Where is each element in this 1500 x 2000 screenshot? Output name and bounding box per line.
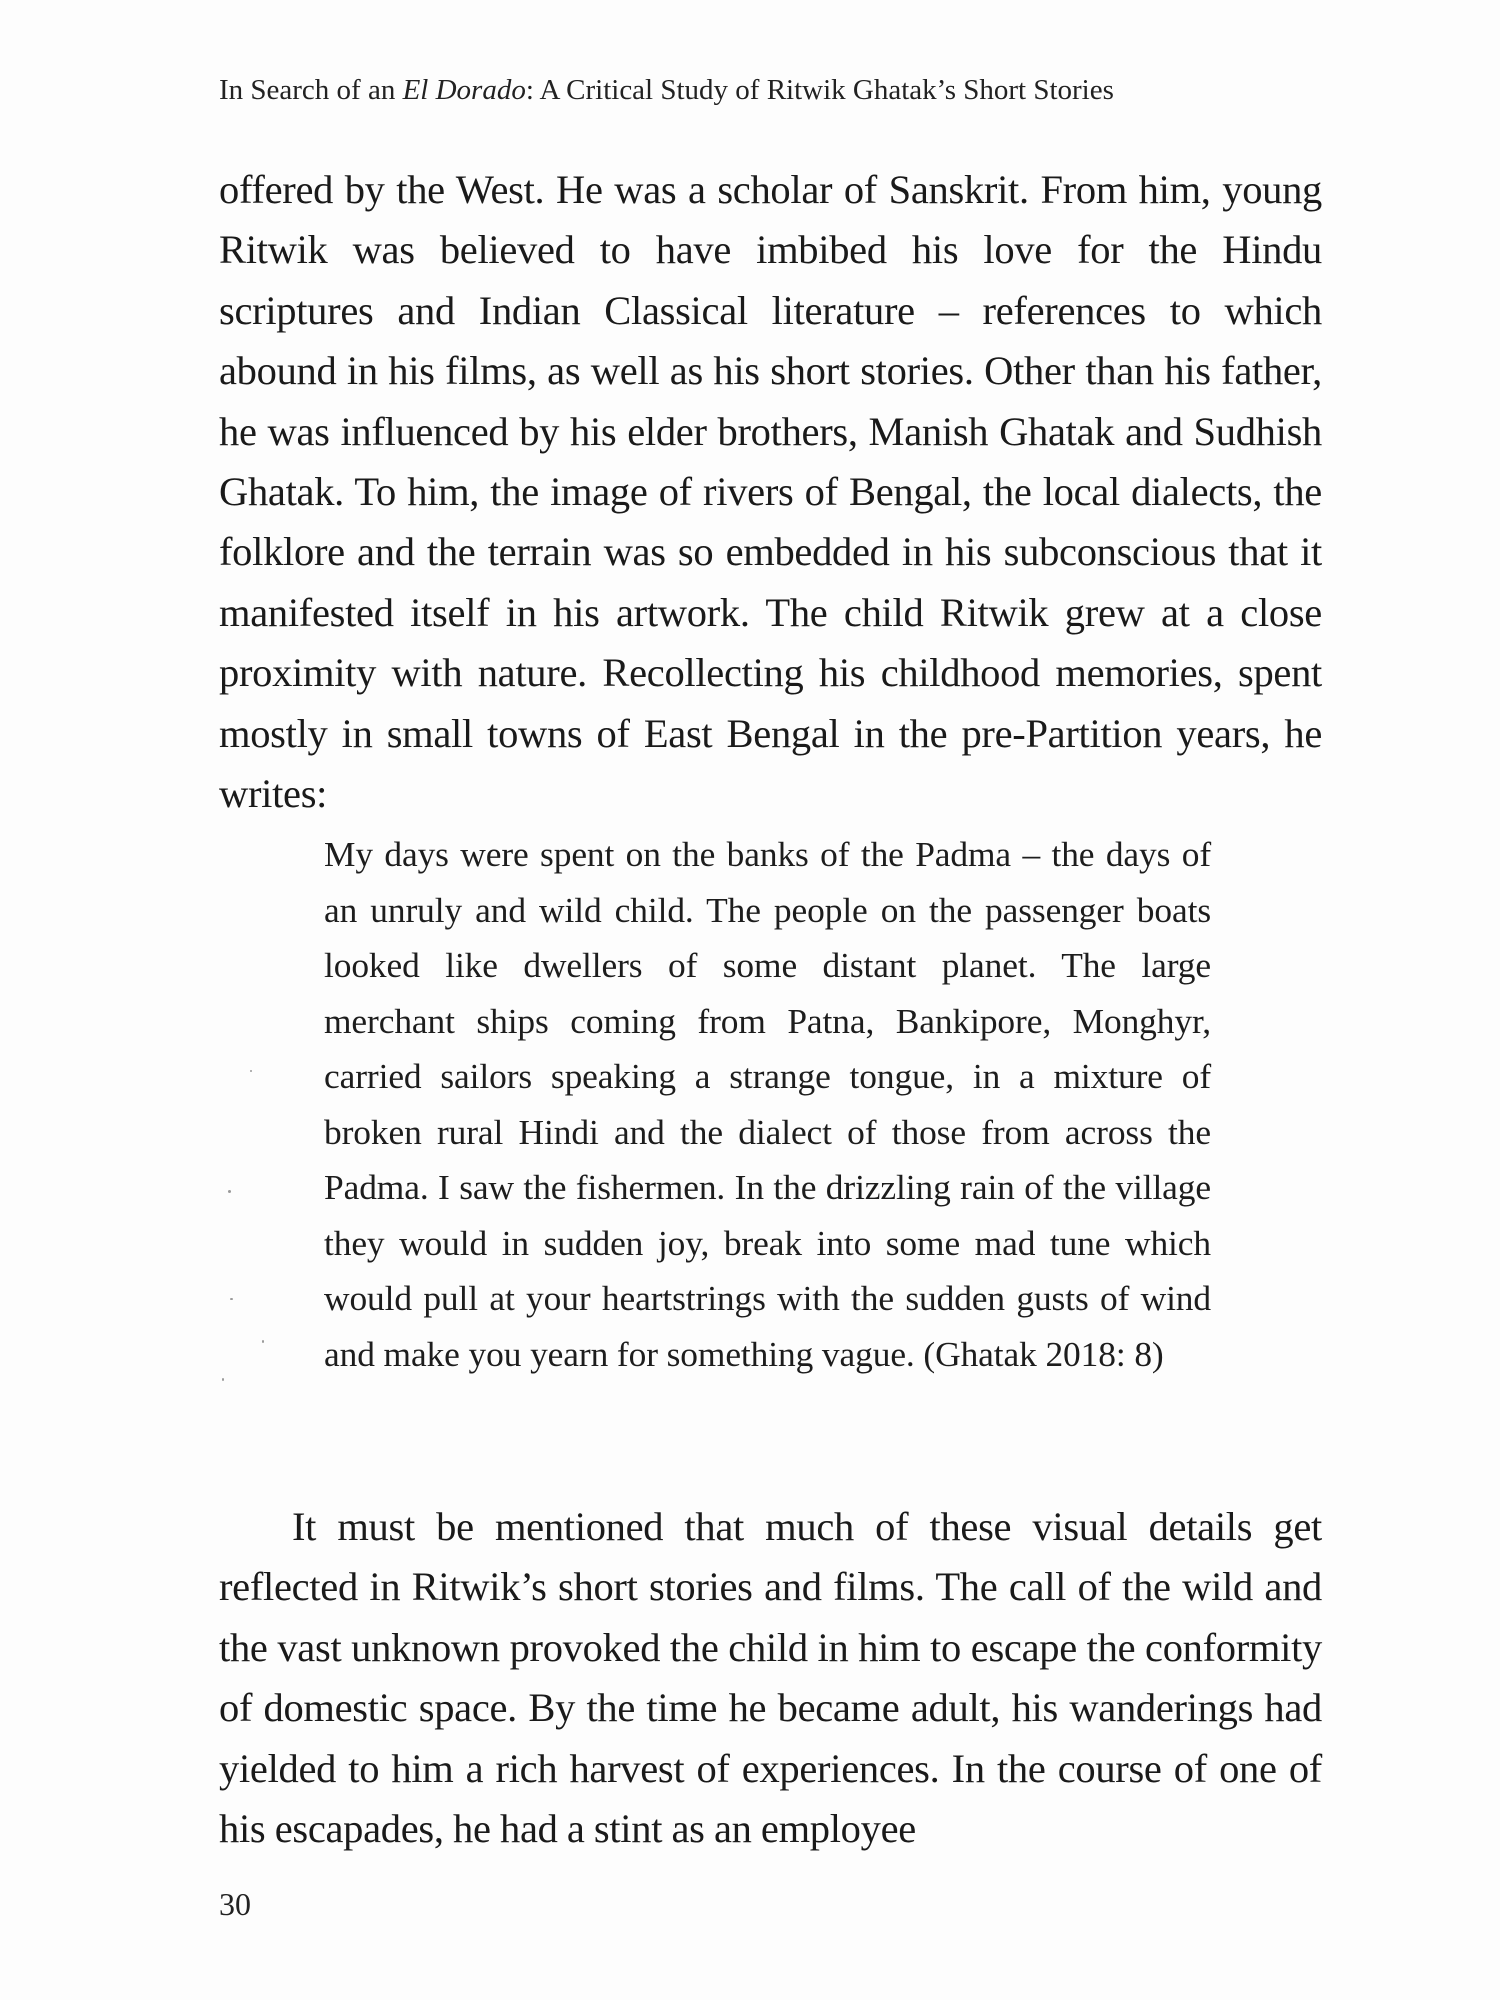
body-paragraph-1: offered by the West. He was a scholar of Sanskrit. From him, young Ritwik was believed to have imbibed his love for the Hindu scriptures and Indian Classical literature – references to which abound in his films, as well as his short stories. Other than his father, he was influenced by his elder brothers, Manish Ghatak and Sudhish Ghatak. To him, the image of rivers of Bengal, the local dialects, the folklore and the terrain was so embedded in his subconscious that it manifested itself in his artwork. The child Ritwik grew at a close proximity with nature. Recollecting his childhood memories, spent mostly in small towns of East Bengal in the pre-Partition years, he writes: bbox=[219, 167, 1322, 817]
scan-speck bbox=[262, 1340, 264, 1343]
scan-speck bbox=[228, 1190, 231, 1193]
page-number: 30 bbox=[219, 1886, 251, 1922]
scan-speck bbox=[230, 1298, 233, 1300]
body-paragraph-2: It must be mentioned that much of these visual details get reflected in Ritwik’s short stories and films. The call of the wild and the vast unknown provoked the child in him to escape the conformity of domestic space. By the time he became adult, his wanderings had yielded to him a rich harvest of experiences. In the course of one of his escapades, he had a stint as an employee bbox=[219, 1504, 1322, 1852]
running-head-suffix: : A Critical Study of Ritwik Ghatak’s Short Stories bbox=[525, 74, 1114, 106]
running-head-italic-title: El Dorado bbox=[402, 74, 526, 106]
running-head bbox=[219, 70, 1319, 110]
running-head-prefix: In Search of an bbox=[219, 74, 403, 106]
scan-speck bbox=[250, 1070, 252, 1072]
block-quote: My days were spent on the banks of the Padma – the days of an unruly and wild child. The people on the passenger boats looked like dwellers of some distant planet. The large merchant ships coming from Patna, Bankipore, Monghyr, carried sailors speaking a strange tongue, in a mixture of broken rural Hindi and the dialect of those from across the Padma. I saw the fishermen. In the drizzling rain of the village they would in sudden joy, break into some mad tune which would pull at your heartstrings with the sudden gusts of wind and make you yearn for something vague. (Ghatak 2018: 8) bbox=[324, 834, 1211, 1374]
scan-speck bbox=[222, 1378, 224, 1381]
